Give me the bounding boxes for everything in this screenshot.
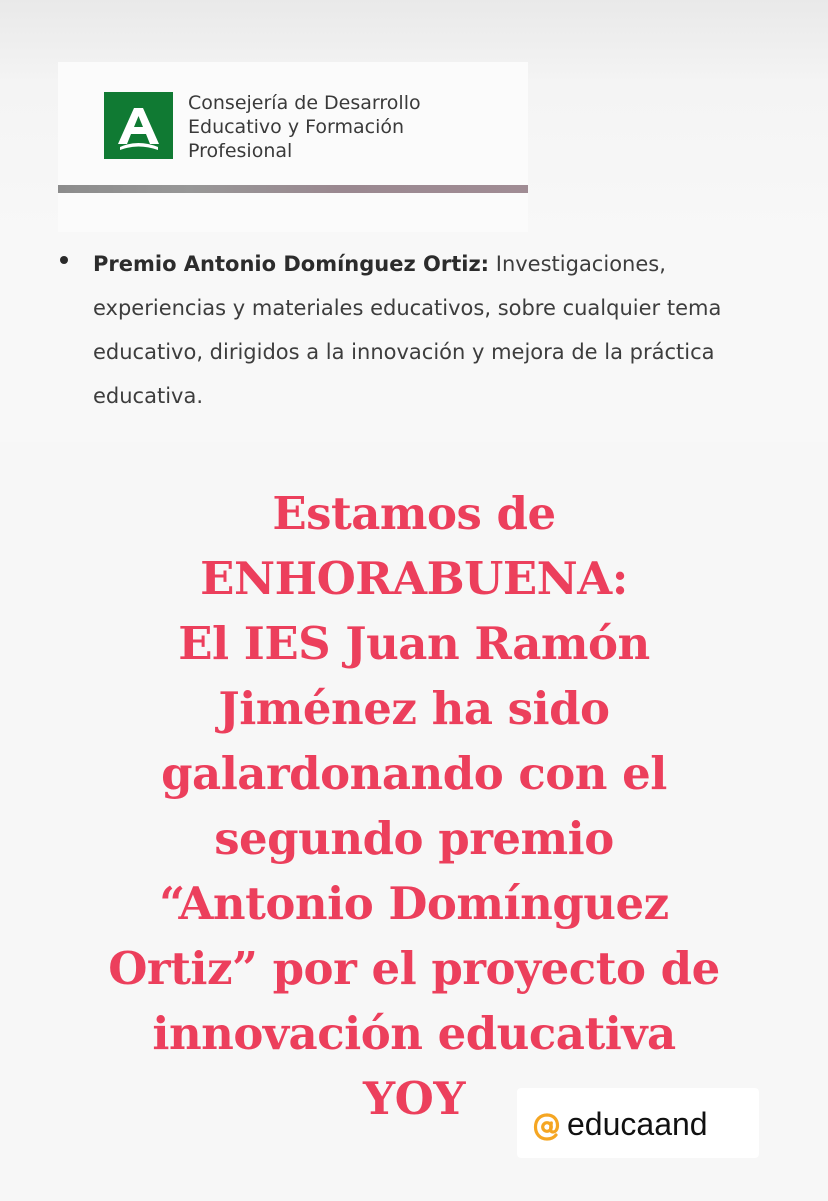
announcement-line: galardonando con el [161, 747, 667, 800]
header-divider [58, 185, 528, 193]
award-body: Investigaciones, experiencias y materiales educativos, sobre cualquier tema educativo, dirigidos a la innovación y mejora de la práctica educativa. [93, 252, 722, 408]
bullet-icon [60, 256, 68, 264]
announcement-line: YOY [363, 1072, 465, 1125]
announcement-line: innovación educativa [152, 1007, 676, 1060]
junta-logo-icon [104, 92, 173, 159]
threads-icon [532, 1112, 562, 1142]
announcement-line: Jiménez ha sido [218, 682, 610, 735]
announcement-line: El IES Juan Ramón [178, 617, 650, 670]
watermark-handle: educaand [567, 1106, 708, 1142]
announcement-line: ENHORABUENA: [200, 552, 628, 605]
announcement-headline [20, 481, 808, 1131]
org-name: Consejería de Desarrollo Educativo y Formación Profesional [188, 92, 421, 162]
award-title: Premio Antonio Domínguez Ortiz: [93, 252, 490, 276]
announcement-line: Estamos de [272, 487, 556, 540]
award-description [93, 242, 783, 418]
announcement-line: Ortiz” por el proyecto de [108, 942, 720, 995]
announcement-line: segundo premio [214, 812, 614, 865]
announcement-line: “Antonio Domínguez [159, 877, 669, 930]
